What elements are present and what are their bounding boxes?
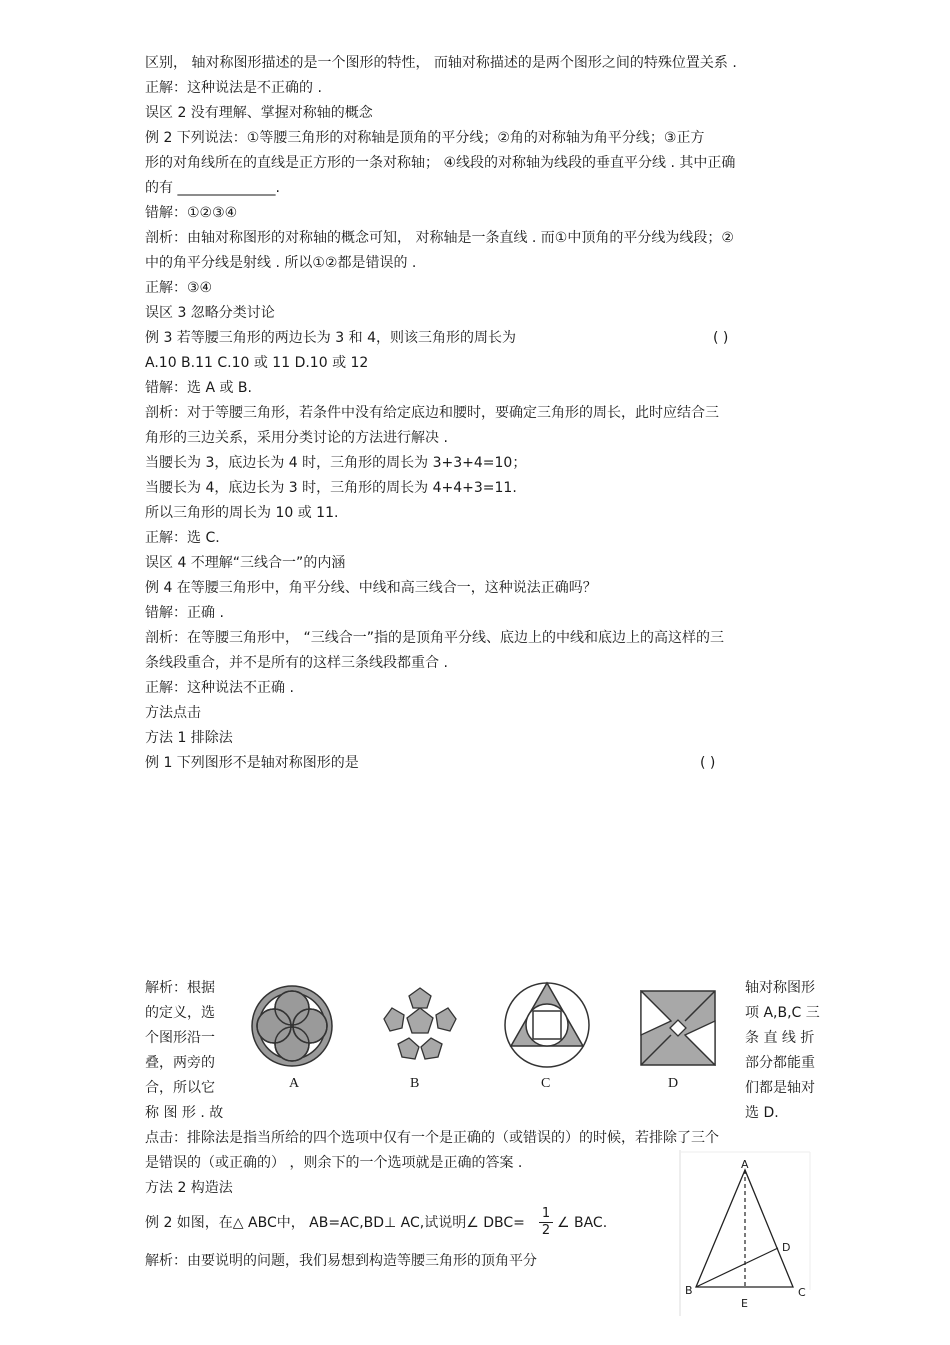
fraction-denominator: 2 — [541, 1223, 551, 1238]
figure-b-pentagons — [378, 986, 462, 1066]
triangle-label-e: E — [741, 1297, 748, 1310]
text-line: 角形的三边关系，采用分类讨论的方法进行解决 . — [145, 430, 448, 446]
example2-suffix: ∠ BAC. — [557, 1215, 608, 1231]
analysis-left: 称 图 形 . 故 — [145, 1105, 224, 1121]
analysis-left: 的定义，选 — [145, 1005, 215, 1021]
fraction-one-half — [539, 1207, 553, 1238]
text-line: 例 4 在等腰三角形中，角平分线、中线和高三线合一，这种说法正确吗？ — [145, 580, 597, 596]
figure-d-pinwheel — [640, 990, 716, 1066]
text-line: 例 2 下列说法：①等腰三角形的对称轴是顶角的平分线；②角的对称轴为角平分线；③正方 — [145, 130, 705, 146]
figure-label: A — [289, 1076, 300, 1091]
text-line: 正解：这种说法不正确 . — [145, 680, 294, 696]
text-line: 例 3 若等腰三角形的两边长为 3 和 4，则该三角形的周长为 — [145, 330, 516, 346]
analysis-right: 部分都能重 — [745, 1055, 815, 1071]
text-line: 方法点击 — [145, 705, 201, 721]
text-line: 正解：选 C. — [145, 530, 220, 546]
analysis-right: 们都是轴对 — [745, 1080, 815, 1096]
text-line: 剖析：对于等腰三角形，若条件中没有给定底边和腰时，要确定三角形的周长，此时应结合三 — [145, 405, 719, 421]
text-line: 区别， 轴对称图形描述的是一个图形的特性， 而轴对称描述的是两个图形之间的特殊位置关系 . — [145, 55, 737, 71]
text-line: 方法 2 构造法 — [145, 1180, 233, 1196]
text-line: 剖析：在等腰三角形中， “三线合一”指的是顶角平分线、底边上的中线和底边上的高这样的三 — [145, 630, 724, 646]
text-line: 误区 4 不理解“三线合一”的内涵 — [145, 555, 346, 571]
triangle-diagram — [676, 1150, 812, 1316]
figure-label: C — [541, 1076, 551, 1091]
text-line: 例 1 下列图形不是轴对称图形的是 — [145, 755, 359, 771]
figure-a-petals — [250, 984, 334, 1068]
analysis-right: 选 D. — [745, 1105, 779, 1121]
answer-paren: ( ) — [713, 330, 729, 346]
text-line: 所以三角形的周长为 10 或 11. — [145, 505, 339, 521]
text-line: 剖析：由轴对称图形的对称轴的概念可知， 对称轴是一条直线 . 而①中顶角的平分线为线段；② — [145, 230, 734, 246]
text-line: 正解：这种说法是不正确的 . — [145, 80, 322, 96]
text-line: 误区 3 忽略分类讨论 — [145, 305, 275, 321]
figure-c-nested-shapes — [503, 981, 591, 1069]
text-line: 错解：选 A 或 B. — [145, 380, 252, 396]
figure-label: B — [410, 1076, 420, 1091]
example2-prefix: 例 2 如图，在△ ABC中， AB=AC,BD⊥ AC,试说明∠ DBC= — [145, 1215, 525, 1231]
text-line: 形的对角线所在的直线是正方形的一条对称轴； ④线段的对称轴为线段的垂直平分线 . 其中正确 — [145, 155, 736, 171]
analysis-right: 轴对称图形 — [745, 980, 815, 996]
fraction-numerator: 1 — [541, 1206, 551, 1221]
text-line: 误区 2 没有理解、掌握对称轴的概念 — [145, 105, 373, 121]
triangle-label-c: C — [798, 1286, 806, 1299]
text-line: 当腰长为 4，底边长为 3 时，三角形的周长为 4+4+3=11. — [145, 480, 517, 496]
triangle-label-d: D — [782, 1241, 791, 1254]
analysis-left: 叠，两旁的 — [145, 1055, 215, 1071]
text-line: 解析：由要说明的问题，我们易想到构造等腰三角形的顶角平分 — [145, 1253, 537, 1269]
text-line: 错解：①②③④ — [145, 205, 238, 221]
text-line: 是错误的（或正确的） ，则余下的一个选项就是正确的答案 . — [145, 1155, 523, 1171]
figure-label: D — [668, 1076, 679, 1091]
text-line: 点击：排除法是指当所给的四个选项中仅有一个是正确的（或错误的）的时候，若排除了三个 — [145, 1130, 719, 1146]
analysis-right: 条 直 线 折 — [745, 1030, 815, 1046]
text-line: 方法 1 排除法 — [145, 730, 233, 746]
analysis-left: 解析：根据 — [145, 980, 215, 996]
text-line: 错解：正确 . — [145, 605, 224, 621]
text-line: A.10 B.11 C.10 或 11 D.10 或 12 — [145, 355, 369, 371]
answer-paren: ( ) — [700, 755, 716, 771]
text-line: 条线段重合，并不是所有的这样三条线段都重合 . — [145, 655, 448, 671]
analysis-left: 合，所以它 — [145, 1080, 215, 1096]
triangle-label-a: A — [741, 1158, 749, 1171]
analysis-left: 个图形沿一 — [145, 1030, 215, 1046]
text-line: 正解：③④ — [145, 280, 213, 296]
text-line: 中的角平分线是射线 . 所以①②都是错误的 . — [145, 255, 417, 271]
text-line: 的有 ______________. — [145, 180, 280, 196]
triangle-label-b: B — [685, 1284, 693, 1297]
analysis-right: 项 A,B,C 三 — [745, 1005, 820, 1021]
text-line: 当腰长为 3，底边长为 4 时，三角形的周长为 3+3+4=10； — [145, 455, 527, 471]
